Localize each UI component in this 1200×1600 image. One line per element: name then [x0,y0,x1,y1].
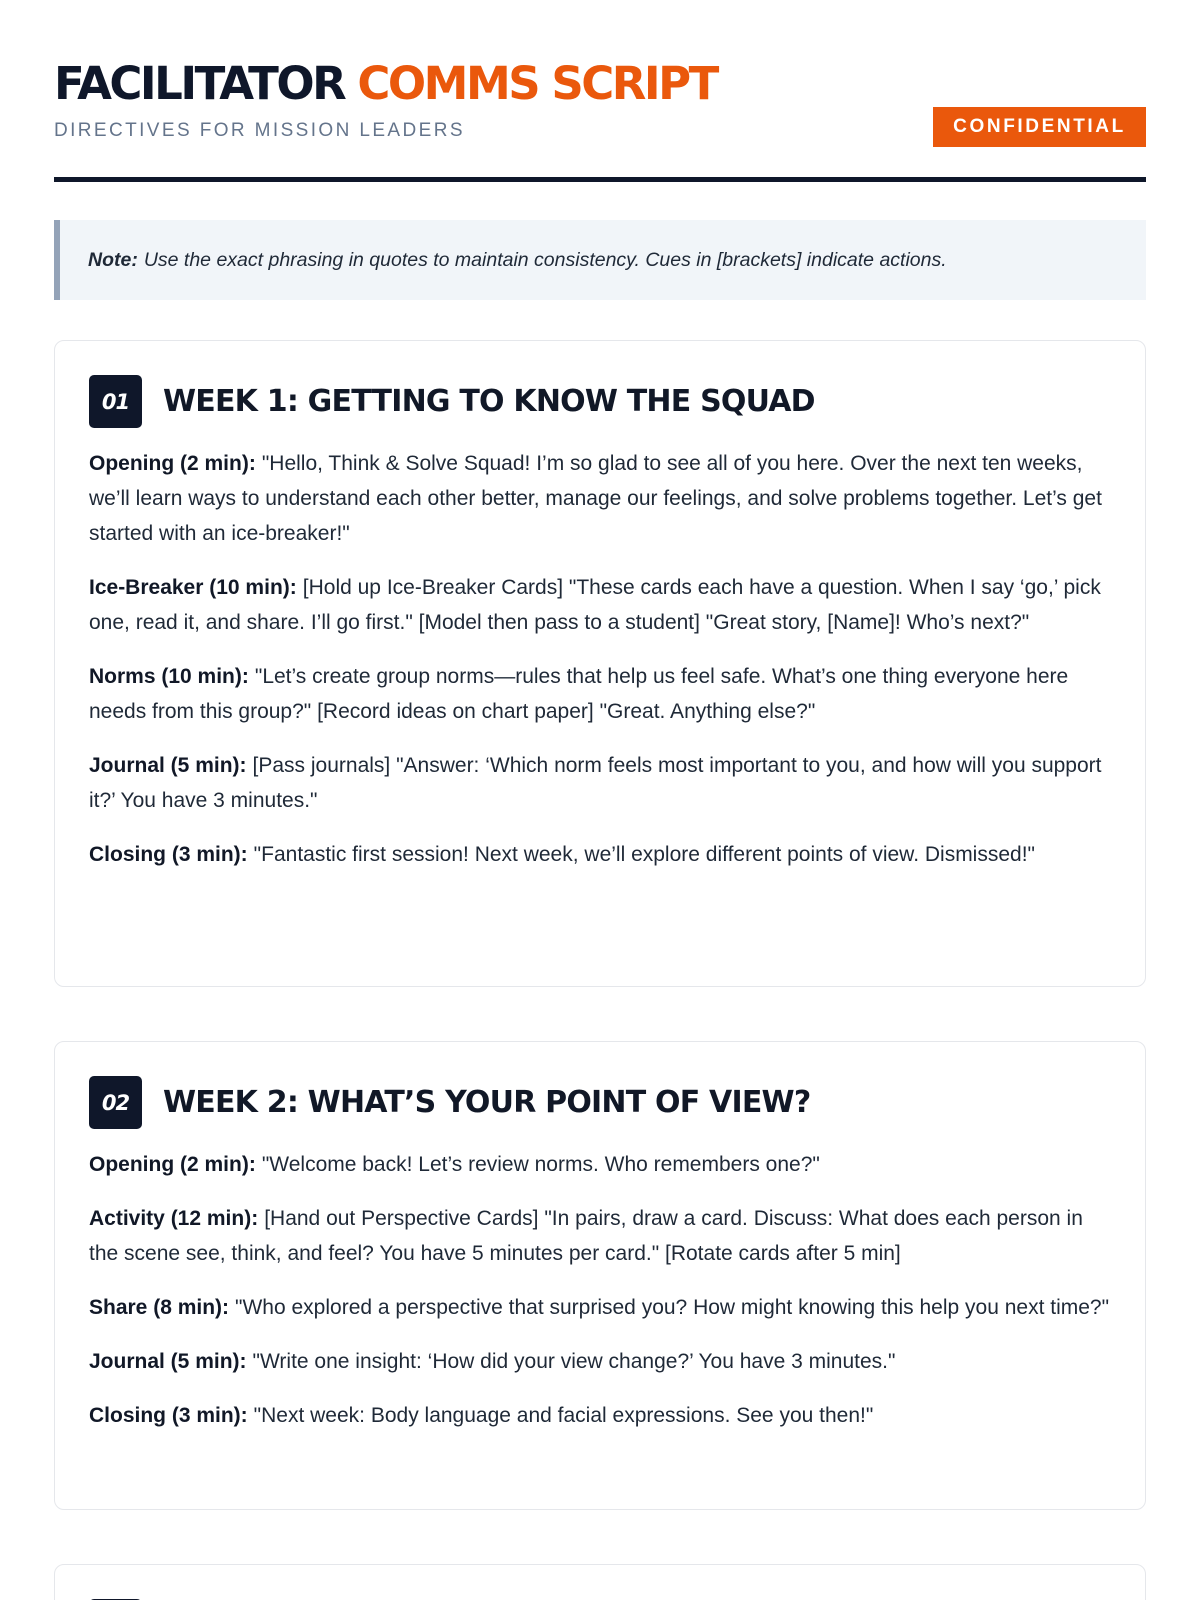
item-text: "Next week: Body language and facial expressions. See you then!" [253,1404,874,1427]
week-card-3 [54,1564,1146,1600]
script-item-journal [89,748,1111,818]
item-text: "Welcome back! Let’s review norms. Who remembers one?" [261,1153,820,1176]
item-label: Share (8 min): [89,1296,230,1319]
page-title [54,58,1146,110]
note-text: Use the exact phrasing in quotes to maintain consistency. Cues in [brackets] indicate actions. [143,248,947,271]
item-label: Closing (3 min): [89,1404,248,1427]
confidential-badge: CONFIDENTIAL [933,107,1146,147]
item-text: "Write one insight: ‘How did your view change?’ You have 3 minutes." [252,1350,896,1373]
page-subtitle: DIRECTIVES FOR MISSION LEADERS [54,120,465,141]
script-item-journal [89,1344,1111,1379]
script-item-closing [89,837,1111,872]
item-text: [Hold up Ice-Breaker Cards] "These cards each have a question. When I say ‘go,’ pick one, read it, and share. I’ll go first." [Model then pass to a student] "Great story, [Name]! Who’s next?" [89,576,1101,634]
script-item-ice-breaker [89,570,1111,640]
item-label: Activity (12 min): [89,1207,259,1230]
item-text: [Pass journals] "Answer: ‘Which norm feels most important to you, and how will you support it?’ You have 3 minutes." [89,754,1102,812]
note-callout [54,220,1146,300]
title-accent: COMMS SCRIPT [357,57,717,110]
title-main: FACILITATOR [54,57,345,110]
item-label: Opening (2 min): [89,452,256,475]
item-label: Norms (10 min): [89,665,249,688]
item-text: "Fantastic first session! Next week, we’ll explore different points of view. Dismissed!" [253,843,1035,866]
header [54,0,1146,182]
item-label: Journal (5 min): [89,1350,247,1373]
item-text: "Let’s create group norms—rules that help us feel safe. What’s one thing everyone here needs from this group?" [Record ideas on chart paper] "Great. Anything else?" [89,665,1069,723]
week-card-header [89,1076,1111,1129]
item-label: Journal (5 min): [89,754,247,777]
script-item-opening [89,1147,1111,1182]
script-item-norms [89,659,1111,729]
item-text: "Hello, Think & Solve Squad! I’m so glad to see all of you here. Over the next ten weeks, we’ll learn ways to understand each other better, manage our feelings, and solve problems together. Let’s get started with an ice-breaker!" [89,452,1102,545]
week-number-badge: 02 [89,1076,142,1129]
item-text: "Who explored a perspective that surprised you? How might knowing this help you next time?" [235,1296,1110,1319]
script-item-share [89,1290,1111,1325]
week-card-2 [54,1041,1146,1510]
item-text: [Hand out Perspective Cards] "In pairs, draw a card. Discuss: What does each person in the scene see, think, and feel? You have 5 minutes per card." [Rotate cards after 5 min] [89,1207,1083,1265]
script-item-activity [89,1201,1111,1271]
note-label: Note: [88,248,138,271]
week-number-badge: 01 [89,375,142,428]
week-card-1 [54,340,1146,987]
week-card-header [89,375,1111,428]
item-label: Closing (3 min): [89,843,248,866]
item-label: Ice-Breaker (10 min): [89,576,297,599]
script-item-closing [89,1398,1111,1433]
week-title: WEEK 1: GETTING TO KNOW THE SQUAD [163,384,815,419]
week-title: WEEK 2: WHAT’S YOUR POINT OF VIEW? [163,1085,811,1120]
item-label: Opening (2 min): [89,1153,256,1176]
script-item-opening [89,446,1111,551]
